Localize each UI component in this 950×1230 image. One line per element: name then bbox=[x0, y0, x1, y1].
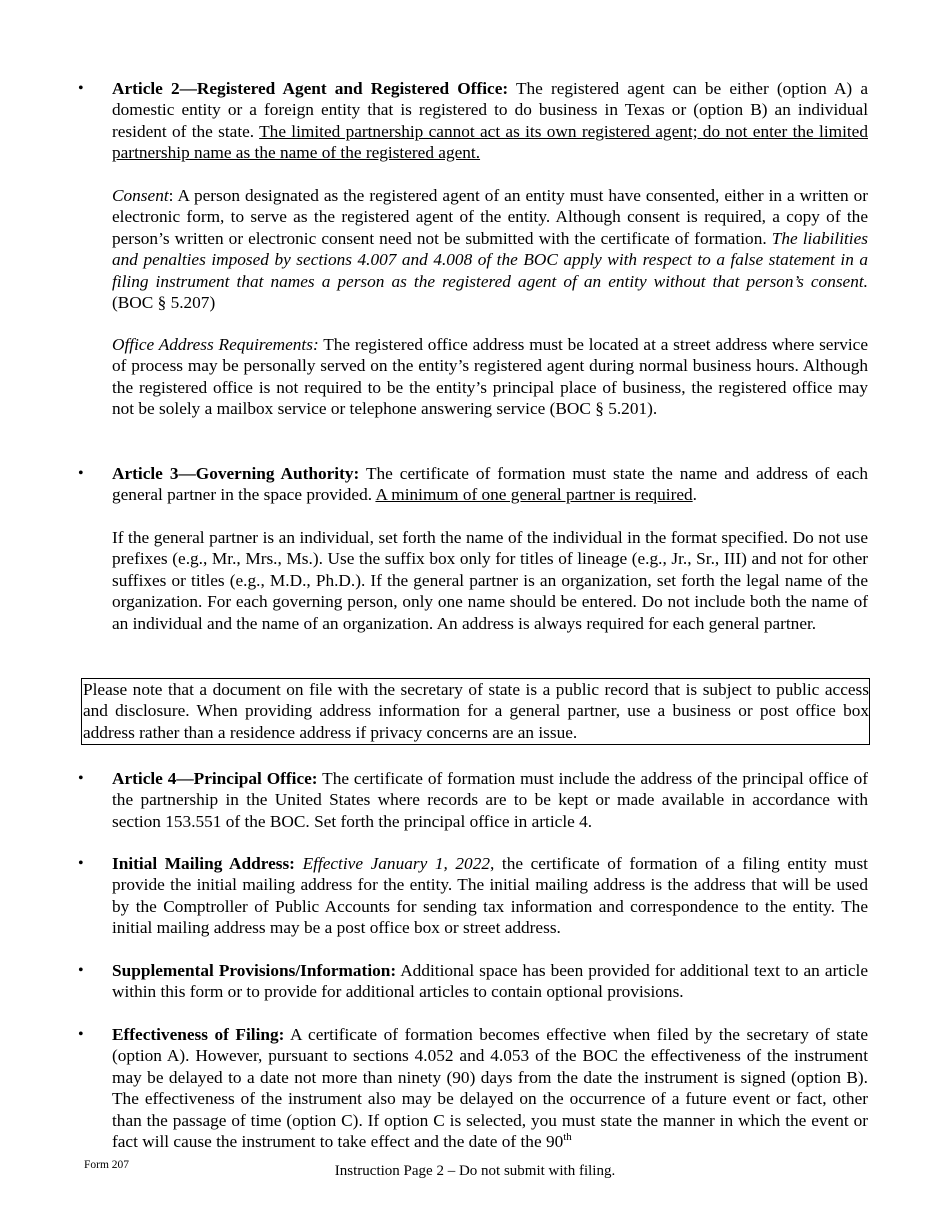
bullet-icon: • bbox=[78, 1026, 84, 1043]
bullet-icon: • bbox=[78, 80, 84, 97]
supplemental-paragraph: Supplemental Provisions/Information: Additional space has been provided for additional text to an article within this form or to provide for additional articles to contain optional provisions. bbox=[112, 961, 868, 1002]
office-address-paragraph: Office Address Requirements: The registered office address must be located at a street address where service of process may be personally served on the entity’s registered agent during normal business hours. Although the registered office is not required to be the entity’s principal place of business, the registered office may not be solely a mailbox service or telephone answering service (BOC § 5.201). bbox=[112, 335, 868, 419]
article-4-heading: Article 4—Principal Office: bbox=[112, 769, 318, 788]
bullet-icon: • bbox=[78, 770, 84, 787]
effectiveness-paragraph: Effectiveness of Filing: A certificate of formation becomes effective when filed by the secretary of state (option A). However, pursuant to sections 4.052 and 4.053 of the BOC the effectiveness of the instrument may be delayed to a date not more than ninety (90) days from the date the instrument is signed (option B). The effectiveness of the instrument also may be delayed on the occurrence of a future event or fact, other than the passage of time (option C). If option C is selected, you must state the manner in which the event or fact will cause the instrument to take effect and the date of the 90th bbox=[112, 1025, 868, 1152]
consent-liability-note: The liabilities and penalties imposed by sections 4.007 and 4.008 of the BOC apply with respect to a false statement in a filing instrument that names a person as the registered agent of an entity without that person’s consent. bbox=[112, 228, 869, 291]
supplemental-heading: Supplemental Provisions/Information: bbox=[112, 961, 397, 980]
article-2-paragraph: Article 2—Registered Agent and Registered Office: The registered agent can be either (option A) a domestic entity or a foreign entity that is registered to do business in Texas or (option B) an individual resident of the state. The limited partnership cannot act as its own registered agent; do not enter the limited partnership name as the name of the registered agent. bbox=[112, 79, 868, 163]
consent-label: Consent bbox=[112, 186, 169, 205]
consent-paragraph: Consent: A person designated as the registered agent of an entity must have consented, either in a written or electronic form, to serve as the registered agent of the entity. Although consent is required, a copy of the person’s written or electronic consent need not be submitted with the certificate of formation. The liabilities and penalties imposed by sections 4.007 and 4.008 of the BOC apply with respect to a false statement in a filing instrument that names a person as the registered agent of an entity without that person’s consent. (BOC § 5.207) bbox=[112, 186, 869, 313]
effectiveness-heading: Effectiveness of Filing: bbox=[112, 1025, 285, 1044]
general-partner-paragraph: If the general partner is an individual, set forth the name of the individual in the format specified. Do not use prefixes (e.g., Mr., Mrs., Ms.). Use the suffix box only for titles of lineage (e.g., Jr., Sr., III) and not for other suffixes or titles (e.g., M.D., Ph.D.). If the general partner is an organization, set forth the legal name of the organization. For each governing person, only one name should be entered. Do not include both the name of an individual and the name of an organization. An address is always required for each general partner. bbox=[112, 528, 868, 633]
page-footer: Instruction Page 2 – Do not submit with filing. bbox=[334, 1163, 616, 1179]
article-3-paragraph: Article 3—Governing Authority: The certificate of formation must state the name and address of each general partner in the space provided. A minimum of one general partner is required. bbox=[112, 464, 868, 505]
mailing-address-item bbox=[78, 853, 868, 939]
mailing-effective-date: Effective January 1, 2022 bbox=[302, 854, 490, 873]
bullet-icon: • bbox=[78, 855, 84, 872]
bullet-icon: • bbox=[78, 962, 84, 979]
article-3-underlined-note: A minimum of one general partner is required bbox=[375, 485, 693, 505]
article-2-heading: Article 2—Registered Agent and Registered Office: bbox=[112, 79, 509, 98]
article-2-item bbox=[78, 78, 868, 164]
privacy-notice-box: Please note that a document on file with the secretary of state is a public record that is subject to public access and disclosure. When providing address information for a general partner, use a business or post office box address rather than a residence address if privacy concerns are an issue. bbox=[81, 678, 870, 745]
article-3-heading: Article 3—Governing Authority: bbox=[112, 464, 360, 483]
effectiveness-item bbox=[78, 1024, 868, 1152]
mailing-address-paragraph: Initial Mailing Address: Effective January 1, 2022, the certificate of formation of a filing entity must provide the initial mailing address for the entity. The initial mailing address is the address that will be used by the Comptroller of Public Accounts for sending tax information and correspondence to the entity. The initial mailing address may be a post office box or street address. bbox=[112, 854, 868, 938]
bullet-icon: • bbox=[78, 465, 84, 482]
article-3-item bbox=[78, 463, 868, 506]
article-2-underlined-note: The limited partnership cannot act as its own registered agent; do not enter the limited partnership name as the name of the registered agent. bbox=[112, 121, 868, 163]
ordinal-suffix: th bbox=[563, 1131, 572, 1144]
form-number: Form 207 bbox=[84, 1159, 130, 1171]
mailing-address-heading: Initial Mailing Address: bbox=[112, 854, 295, 873]
article-4-paragraph: Article 4—Principal Office: The certificate of formation must include the address of the principal office of the partnership in the United States where records are to be kept or made available in accordance with section 153.551 of the BOC. Set forth the principal office in article 4. bbox=[112, 769, 868, 831]
supplemental-item bbox=[78, 960, 868, 1003]
office-address-label: Office Address Requirements: bbox=[112, 335, 319, 354]
article-4-item bbox=[78, 768, 868, 832]
